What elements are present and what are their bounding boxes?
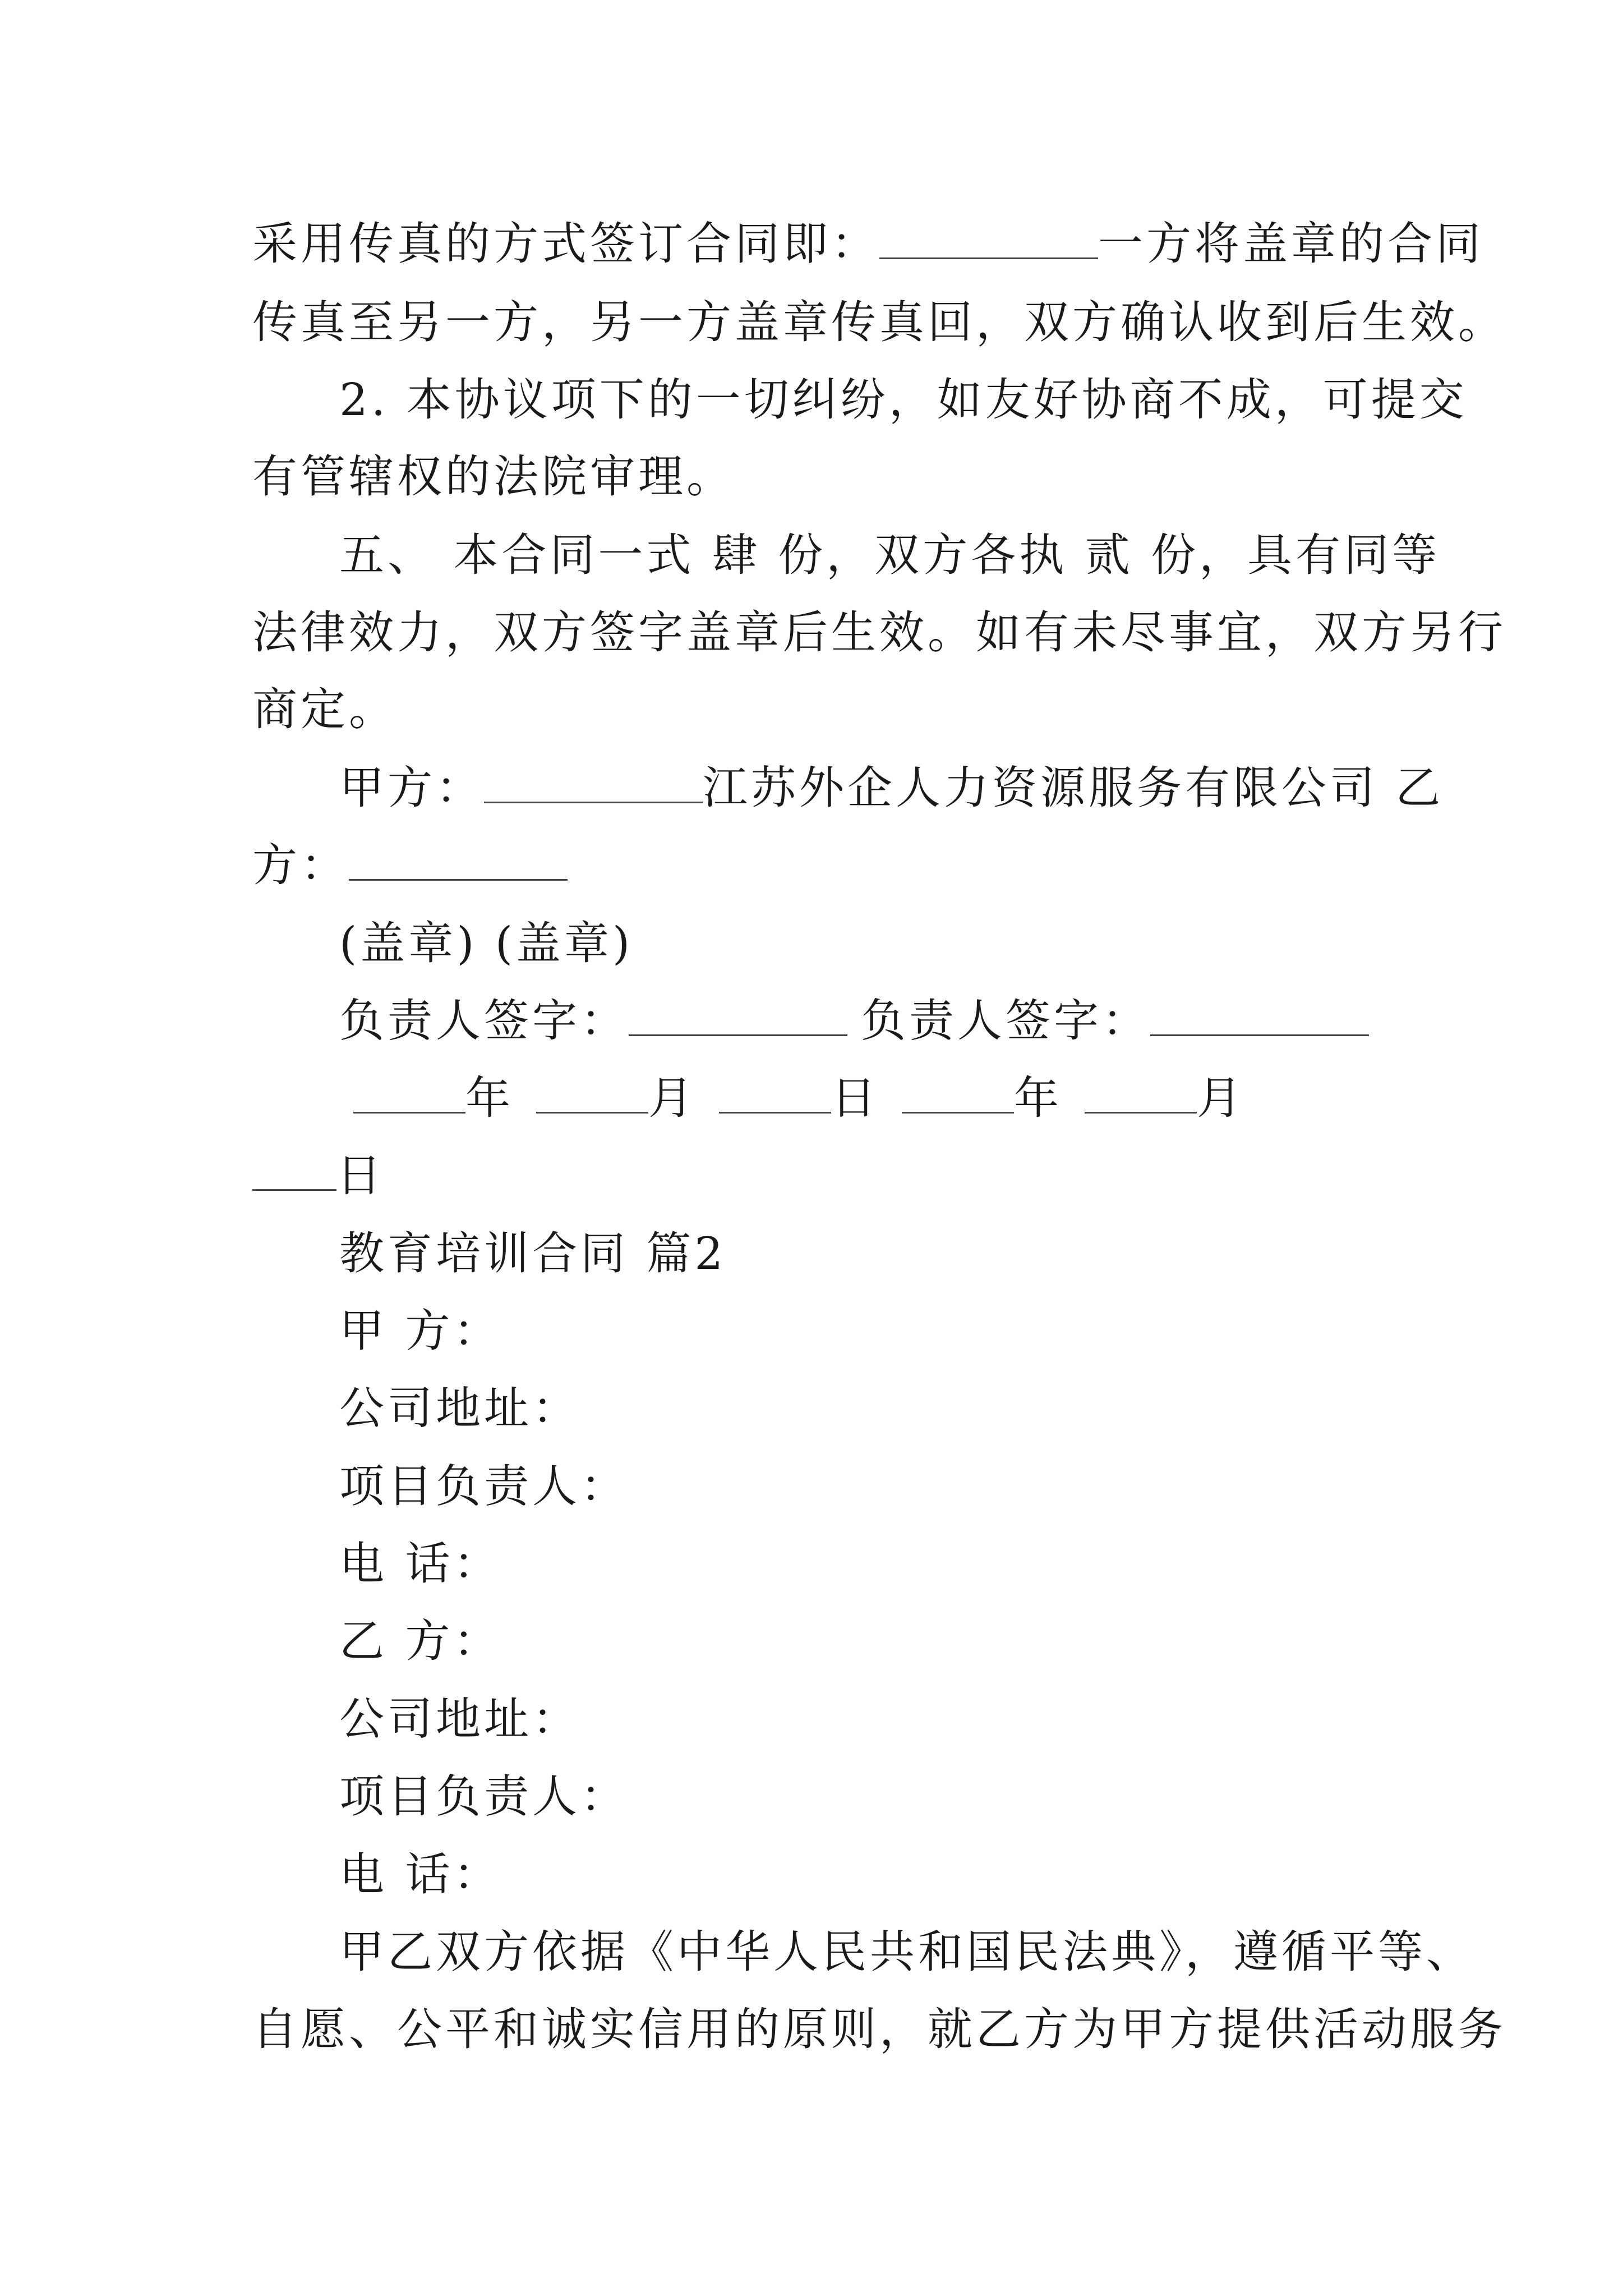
fill-blank bbox=[536, 1076, 648, 1114]
address-label: 公司地址： bbox=[339, 1693, 580, 1745]
fill-blank bbox=[484, 766, 703, 803]
text-line: 2. 本协议项下的一切纠纷，如友好协商不成，可提交 bbox=[339, 374, 1468, 426]
fill-blank bbox=[879, 222, 1098, 259]
text-line: 法律效力，双方签字盖章后生效。如有未尽事宜，双方另行 bbox=[252, 606, 1506, 659]
fill-blank bbox=[353, 1076, 465, 1114]
fill-blank bbox=[252, 1153, 336, 1191]
date-day-label: 日 bbox=[831, 1072, 879, 1124]
address-label: 公司地址： bbox=[339, 1382, 580, 1434]
signature-line bbox=[339, 993, 1385, 1049]
date-day-label: 日 bbox=[336, 1149, 385, 1202]
manager-label: 项目负责人： bbox=[339, 1460, 629, 1512]
fill-blank bbox=[629, 999, 847, 1036]
date-year-label: 年 bbox=[465, 1072, 514, 1124]
text-line: 传真至另一方，另一方盖章传真回，双方确认收到后生效。 bbox=[252, 296, 1506, 348]
text-line: 自愿、公平和诚实信用的原则，就乙方为甲方提供活动服务 bbox=[252, 2003, 1506, 2055]
signature-line bbox=[339, 760, 1444, 816]
date-month-label: 月 bbox=[648, 1072, 697, 1124]
date-line bbox=[353, 1070, 1399, 1126]
text-segment: 采用传真的方式签订合同即： bbox=[252, 218, 879, 270]
text-line: 有管辖权的法院审理。 bbox=[252, 450, 735, 503]
fill-blank bbox=[719, 1076, 831, 1114]
company-name: 江苏外企人力资源服务有限公司 乙 bbox=[703, 762, 1444, 814]
date-year-label: 年 bbox=[1014, 1072, 1062, 1124]
party-b-label: 乙 方： bbox=[339, 1615, 502, 1667]
fill-blank bbox=[349, 843, 568, 881]
party-a-label: 甲 方： bbox=[339, 1305, 502, 1357]
signature-line bbox=[252, 838, 1385, 894]
seal-line: (盖章) (盖章) bbox=[339, 917, 634, 969]
label: 方： bbox=[252, 839, 349, 891]
text-line: 甲乙双方依据《中华人民共和国民法典》，遵循平等、 bbox=[339, 1926, 1474, 1978]
text-line: 商定。 bbox=[252, 683, 397, 735]
date-month-label: 月 bbox=[1197, 1072, 1245, 1124]
fill-blank bbox=[902, 1076, 1014, 1114]
text-segment: 一方将盖章的合同 bbox=[1098, 218, 1484, 270]
section-title: 教育培训合同 篇2 bbox=[339, 1227, 727, 1280]
phone-label: 电 话： bbox=[339, 1538, 502, 1590]
label: 甲方： bbox=[339, 762, 484, 814]
phone-label: 电 话： bbox=[339, 1848, 502, 1901]
date-line bbox=[252, 1148, 1385, 1204]
label: 负责人签字： bbox=[339, 995, 629, 1047]
label: 负责人签字： bbox=[861, 995, 1150, 1047]
text-line: 五、 本合同一式 肆 份，双方各执 贰 份，具有同等 bbox=[339, 529, 1441, 581]
text-line bbox=[252, 216, 1484, 272]
manager-label: 项目负责人： bbox=[339, 1770, 629, 1823]
fill-blank bbox=[1150, 999, 1369, 1036]
fill-blank bbox=[1085, 1076, 1197, 1114]
